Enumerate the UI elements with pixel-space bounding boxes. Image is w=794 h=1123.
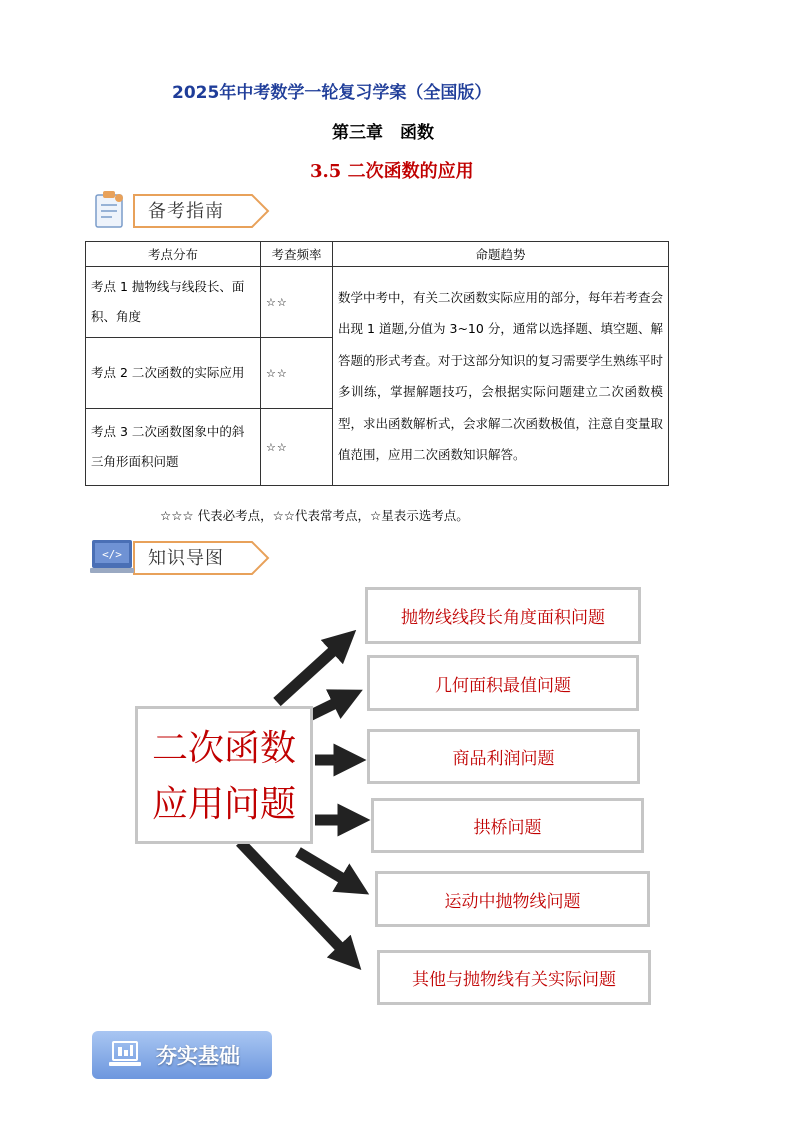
mindmap-branch: 其他与抛物线有关实际问题 (377, 950, 651, 1005)
foundation-section-button[interactable] (92, 1031, 272, 1079)
section-title: 3.5 二次函数的应用 (310, 161, 474, 182)
column-header: 考点分布 (86, 242, 261, 267)
foundation-label: 夯实基础 (156, 1044, 240, 1068)
arrow-5 (298, 852, 355, 886)
svg-text:</>: </> (102, 548, 122, 561)
center-line-1: 二次函数 (151, 728, 296, 769)
center-line-2: 应用问题 (151, 784, 296, 825)
arrow-1 (277, 641, 344, 702)
frequency-cell: ☆☆ (261, 338, 333, 409)
mindmap-branch: 抛物线线段长角度面积问题 (365, 587, 641, 644)
topic-cell: 考点 2 二次函数的实际应用 (86, 338, 261, 409)
mindmap-center-node (135, 706, 313, 844)
column-header: 命题趋势 (333, 242, 669, 267)
arrow-6 (240, 842, 350, 958)
star-legend: ☆☆☆ 代表必考点，☆☆代表常考点，☆星表示选考点。 (160, 508, 469, 523)
mindmap-branch: 运动中抛物线问题 (375, 871, 650, 927)
mindmap-branch: 拱桥问题 (371, 798, 644, 853)
mindmap-banner-label: 知识导图 (148, 548, 224, 569)
frequency-cell: ☆☆ (261, 267, 333, 338)
document-title: 2025年中考数学一轮复习学案（全国版） (172, 83, 492, 103)
guide-banner-label: 备考指南 (148, 201, 224, 222)
mindmap-branch: 商品利润问题 (367, 729, 640, 784)
topic-cell: 考点 1 抛物线与线段长、面积、角度 (86, 267, 261, 338)
topic-cell: 考点 3 二次函数图象中的斜三角形面积问题 (86, 409, 261, 486)
mindmap-branch: 几何面积最值问题 (367, 655, 639, 711)
chapter-title: 第三章 函数 (332, 123, 434, 143)
laptop-icon (108, 1038, 142, 1072)
trend-cell: 数学中考中，有关二次函数实际应用的部分，每年若考查会出现 1 道题,分值为 3~10 分，通常以选择题、填空题、解答题的形式考查。对于这部分知识的复习需要学生熟练平时多训练，掌握解题技巧，会根据实际问题建立二次函数模型，求出函数解析式，会求解二次函数极值，注意自变量取值范围，应用二次函数知识解答。 (333, 267, 669, 486)
column-header: 考查频率 (261, 242, 333, 267)
frequency-cell: ☆☆ (261, 409, 333, 486)
